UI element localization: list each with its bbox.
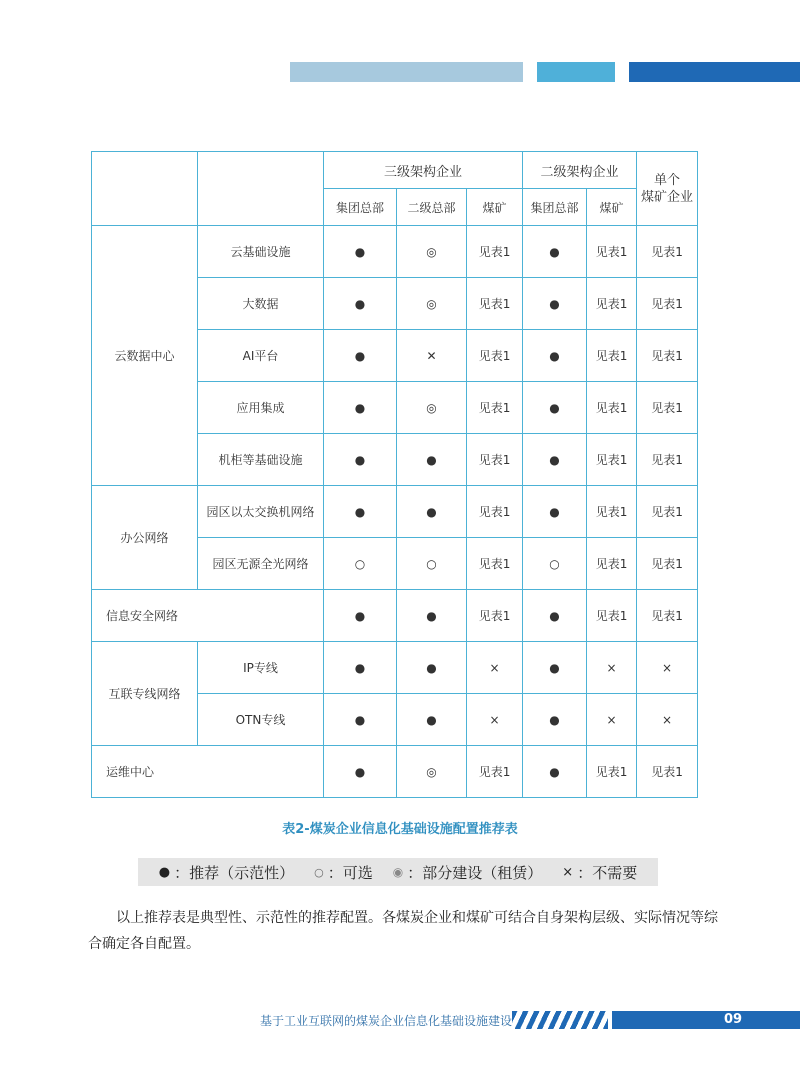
cell: ◎ (397, 226, 467, 278)
section-cloud: 云数据中心 (92, 226, 198, 486)
cell: × (467, 642, 523, 694)
config-table (91, 151, 698, 798)
cell: 见表1 (467, 538, 523, 590)
cell: 见表1 (587, 330, 637, 382)
cell: ○ (523, 538, 587, 590)
footer-page-bar (612, 1011, 800, 1029)
filled-dot-icon: ● (158, 864, 171, 880)
header-bar-mid (537, 62, 615, 82)
subheader: 煤矿 (467, 189, 523, 226)
cell: ● (523, 382, 587, 434)
cell: × (467, 694, 523, 746)
legend (138, 858, 658, 886)
cell: 见表1 (587, 278, 637, 330)
cell: ● (324, 642, 397, 694)
cell: ● (523, 746, 587, 798)
section-security: 信息安全网络 (92, 590, 324, 642)
paragraph-text: 以上推荐表是典型性、示范性的推荐配置。各煤炭企业和煤矿可结合自身架构层级、实际情况等综合确定各自配置。 (88, 910, 718, 952)
row-item: AI平台 (198, 330, 324, 382)
cell: 见表1 (637, 538, 698, 590)
hollow-circle-icon: ○ (314, 865, 324, 879)
table-row (92, 746, 698, 798)
cell: ● (523, 434, 587, 486)
cell: ● (324, 694, 397, 746)
header-two-level: 二级架构企业 (523, 152, 637, 189)
table-row (92, 590, 698, 642)
cross-icon: × (562, 864, 574, 880)
cell: ● (324, 590, 397, 642)
footer-title: 基于工业互联网的煤炭企业信息化基础设施建设 (260, 1014, 513, 1028)
cell: 见表1 (467, 278, 523, 330)
body-paragraph (88, 905, 728, 957)
cell: ● (523, 278, 587, 330)
cell: ● (324, 434, 397, 486)
cell: × (637, 642, 698, 694)
section-office: 办公网络 (92, 486, 198, 590)
table-row (92, 486, 698, 538)
cell: 见表1 (587, 382, 637, 434)
cell: 见表1 (637, 330, 698, 382)
cell: ● (397, 694, 467, 746)
legend-label: ：不需要 (577, 863, 638, 882)
cell: 见表1 (587, 590, 637, 642)
section-interconnect: 互联专线网络 (92, 642, 198, 746)
cell: ● (523, 590, 587, 642)
cell: ● (324, 330, 397, 382)
cell: ● (397, 486, 467, 538)
cell: ◎ (397, 278, 467, 330)
row-item: 机柜等基础设施 (198, 434, 324, 486)
cell: × (587, 694, 637, 746)
table-row (92, 226, 698, 278)
cell: ● (523, 694, 587, 746)
page-number: 09 (724, 1012, 743, 1027)
legend-optional (314, 862, 373, 883)
cell: 见表1 (587, 226, 637, 278)
cell: ● (324, 746, 397, 798)
legend-label: ：推荐（示范性） (174, 863, 295, 882)
cell: 见表1 (467, 434, 523, 486)
row-item: 云基础设施 (198, 226, 324, 278)
gray-dot-icon: ◉ (392, 865, 404, 879)
cell: ● (523, 642, 587, 694)
cell: 见表1 (467, 226, 523, 278)
subheader: 集团总部 (324, 189, 397, 226)
table-caption: 表2-煤炭企业信息化基础设施配置推荐表 (282, 822, 518, 837)
legend-recommended (159, 862, 294, 883)
legend-not-needed (562, 862, 637, 883)
cell: 见表1 (467, 746, 523, 798)
cell: × (637, 694, 698, 746)
cell: 见表1 (467, 330, 523, 382)
header-single: 单个 煤矿企业 (637, 152, 698, 226)
table-row (92, 642, 698, 694)
cell: 见表1 (637, 226, 698, 278)
cell: ● (324, 382, 397, 434)
cell: 见表1 (587, 538, 637, 590)
subheader: 二级总部 (397, 189, 467, 226)
row-item: OTN专线 (198, 694, 324, 746)
subheader: 集团总部 (523, 189, 587, 226)
row-item: 园区无源全光网络 (198, 538, 324, 590)
cell: ● (397, 590, 467, 642)
cell: ● (324, 486, 397, 538)
cell: ● (324, 226, 397, 278)
subheader: 煤矿 (587, 189, 637, 226)
cell: 见表1 (637, 590, 698, 642)
cell: ○ (324, 538, 397, 590)
row-item: IP专线 (198, 642, 324, 694)
cell: 见表1 (467, 590, 523, 642)
row-item: 应用集成 (198, 382, 324, 434)
cell: ◎ (397, 746, 467, 798)
cell: ● (324, 278, 397, 330)
cell: 见表1 (637, 278, 698, 330)
cell: ● (523, 330, 587, 382)
header-bar-dark (629, 62, 800, 82)
cell: 见表1 (637, 434, 698, 486)
corner-cell (92, 152, 198, 226)
row-item: 大数据 (198, 278, 324, 330)
legend-label: ：部分建设（租赁） (407, 863, 543, 882)
footer-stripes (512, 1011, 608, 1029)
cell: 见表1 (637, 486, 698, 538)
legend-label: ：可选 (327, 863, 373, 882)
cell: 见表1 (637, 746, 698, 798)
header-bar-light (290, 62, 523, 82)
cell: ● (523, 226, 587, 278)
cell: 见表1 (467, 382, 523, 434)
cell: 见表1 (587, 434, 637, 486)
cell: ● (523, 486, 587, 538)
cell: × (587, 642, 637, 694)
corner-cell-2 (198, 152, 324, 226)
cell: 见表1 (587, 746, 637, 798)
row-item: 园区以太交换机网络 (198, 486, 324, 538)
cell: 见表1 (587, 486, 637, 538)
cell: 见表1 (637, 382, 698, 434)
cell: 见表1 (467, 486, 523, 538)
cell: ✕ (397, 330, 467, 382)
section-ops: 运维中心 (92, 746, 324, 798)
cell: ● (397, 434, 467, 486)
cell: ○ (397, 538, 467, 590)
legend-partial (393, 862, 543, 883)
header-three-level: 三级架构企业 (324, 152, 523, 189)
cell: ◎ (397, 382, 467, 434)
cell: ● (397, 642, 467, 694)
